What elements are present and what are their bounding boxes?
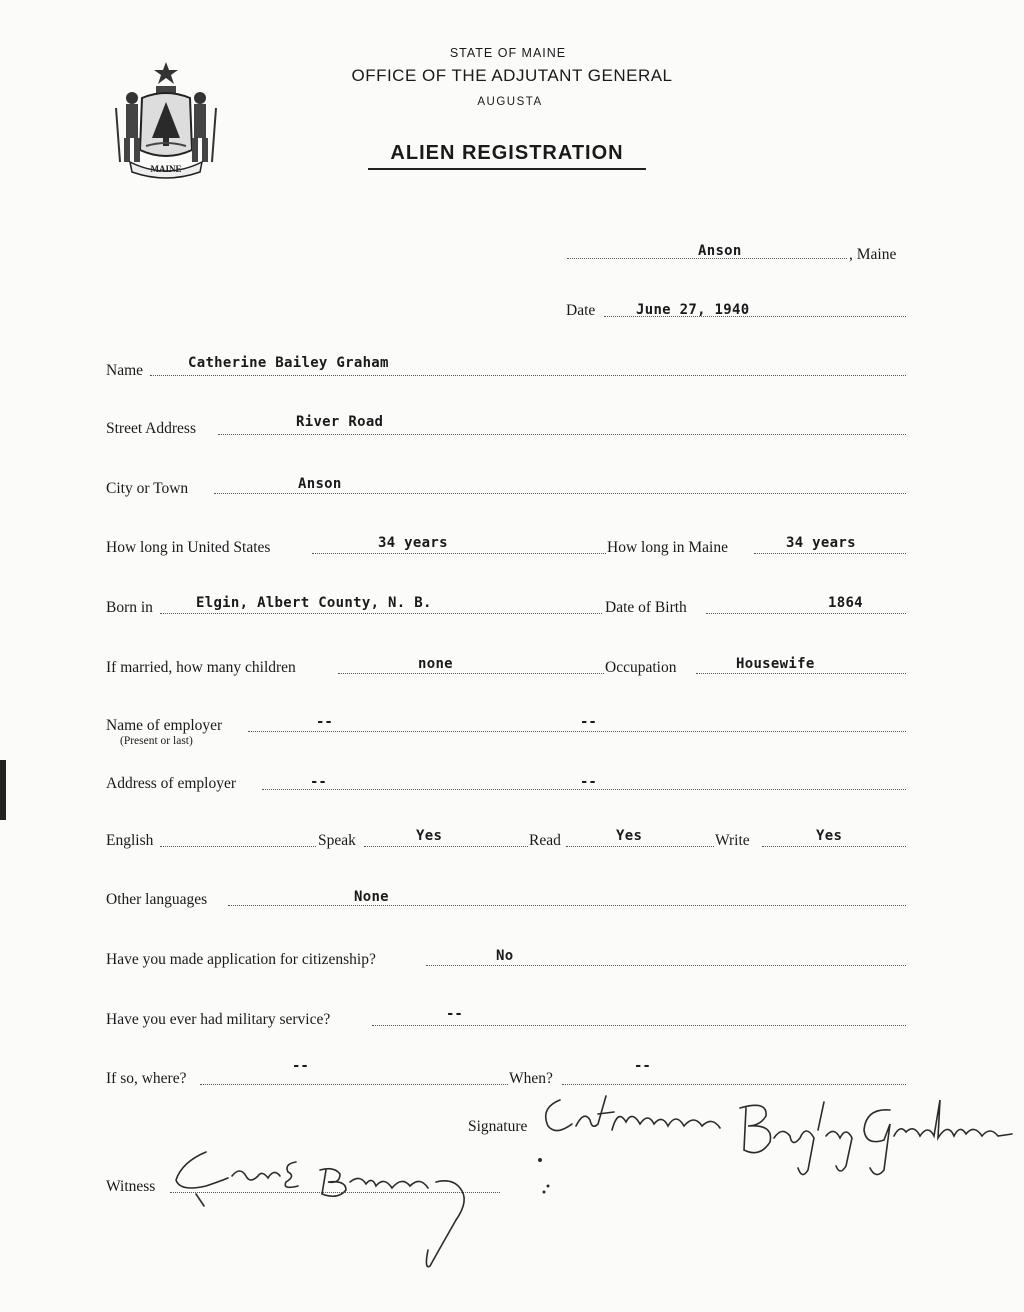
employer-name-dash-a: --: [316, 714, 333, 730]
state-heading: STATE OF MAINE: [449, 46, 567, 60]
witness-label: Witness: [106, 1178, 156, 1195]
write-value: Yes: [816, 828, 843, 844]
city-town-label: City or Town: [106, 480, 189, 497]
born-in-value: Elgin, Albert County, N. B.: [196, 595, 432, 611]
date-value: June 27, 1940: [636, 302, 750, 318]
read-label: Read: [529, 832, 561, 849]
employer-note: (Present or last): [120, 735, 193, 747]
children-label: If married, how many children: [106, 659, 296, 676]
city-town-value: Anson: [298, 476, 342, 492]
when-value: --: [634, 1058, 651, 1074]
how-long-maine-value: 34 years: [786, 535, 856, 551]
born-in-label: Born in: [106, 599, 153, 616]
employer-address-dash-b: --: [580, 774, 597, 790]
date-of-birth-label: Date of Birth: [605, 599, 687, 616]
employer-name-label: Name of employer: [106, 717, 223, 734]
office-heading: OFFICE OF THE ADJUTANT GENERAL: [351, 66, 673, 85]
employer-name-dash-b: --: [580, 714, 597, 730]
name-value: Catherine Bailey Graham: [188, 355, 389, 371]
city-heading: AUGUSTA: [477, 96, 543, 108]
signature-label: Signature: [468, 1118, 528, 1135]
date-of-birth-value: 1864: [828, 595, 863, 611]
other-languages-label: Other languages: [106, 891, 208, 908]
speak-value: Yes: [416, 828, 443, 844]
employer-address-label: Address of employer: [106, 775, 236, 792]
how-long-us-value: 34 years: [378, 535, 448, 551]
other-languages-value: None: [354, 889, 389, 905]
citizenship-value: No: [496, 948, 514, 964]
where-value: --: [292, 1058, 309, 1074]
how-long-maine-label: How long in Maine: [607, 539, 728, 556]
employer-address-dash-a: --: [310, 774, 327, 790]
svg-text:MAINE: MAINE: [150, 164, 182, 174]
form-title: ALIEN REGISTRATION: [368, 142, 646, 170]
speak-label: Speak: [318, 832, 356, 849]
citizenship-label: Have you made application for citizenship?: [106, 951, 376, 968]
english-label: English: [106, 832, 154, 849]
write-label: Write: [715, 832, 750, 849]
street-label: Street Address: [106, 420, 196, 437]
when-label: When?: [509, 1070, 553, 1087]
how-long-us-label: How long in United States: [106, 539, 271, 556]
military-label: Have you ever had military service?: [106, 1011, 331, 1028]
name-label: Name: [106, 362, 144, 379]
maine-label: , Maine: [849, 246, 897, 263]
if-so-where-label: If so, where?: [106, 1070, 187, 1087]
read-value: Yes: [616, 828, 643, 844]
town-value: Anson: [698, 243, 742, 259]
scan-edge-mark: [0, 760, 6, 820]
occupation-value: Housewife: [736, 656, 815, 672]
military-value: --: [446, 1006, 463, 1022]
occupation-label: Occupation: [605, 659, 677, 676]
date-label: Date: [566, 302, 596, 319]
street-value: River Road: [296, 414, 384, 430]
children-value: none: [418, 656, 453, 672]
